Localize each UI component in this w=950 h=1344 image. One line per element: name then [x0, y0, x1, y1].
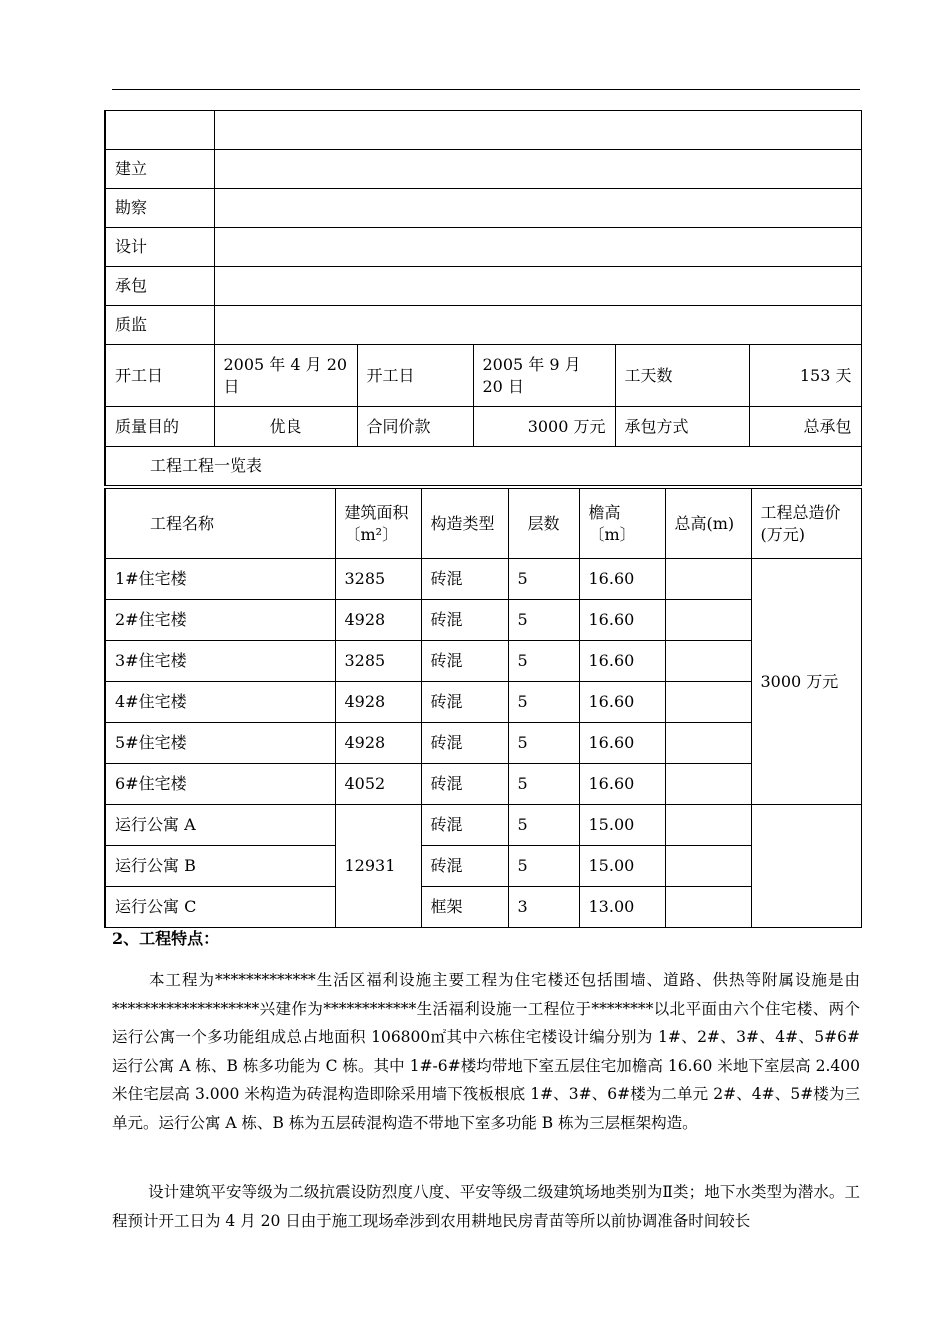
quality-label: 质量目的: [105, 407, 214, 447]
quality-row: [105, 407, 861, 447]
cell-eaves: 16.60: [579, 723, 665, 764]
cell-area: 4928: [335, 723, 421, 764]
paragraph-text: 本工程为*************生活区福利设施主要工程为住宅楼还包括围墙、道路、供热等附属设施是由*******************兴建作为************生活福利设施一工程位于********以北平面由六个住宅楼、两个运行公寓一个多功能组成总占地面积 106800㎡其中六栋住宅楼设计编分别为 1#、2#、3#、4#、5#6#运行公寓 A 栋、B 栋多功能为 C 栋。其中 1#-6#楼均带地下室五层住宅加檐高 16.60 米地下室层高 2.400 米住宅层高 3.000 米构造为砖混构造即除采用墙下筏板根底 1#、3#、6#楼为二单元 2#、4#、5#楼为三单元。运行公寓 A 栋、B 栋为五层砖混构造不带地下室多功能 B 栋为三层框架构造。: [112, 971, 860, 1132]
cell-name: 5#住宅楼: [105, 723, 335, 764]
info-row: [105, 228, 861, 267]
header-total-height: 总高(m): [665, 489, 751, 559]
contract-mode-value: 总承包: [749, 407, 861, 447]
cell-total-height: [665, 764, 751, 805]
cell-cost-empty: [751, 887, 861, 928]
cell-name: 1#住宅楼: [105, 559, 335, 600]
dates-row: [105, 345, 861, 407]
start-date-value: 2005 年 4 月 20 日: [214, 345, 357, 407]
contract-price-value: 3000 万元: [473, 407, 615, 447]
cell-area: 12931: [335, 805, 421, 928]
project-list-table: [104, 488, 862, 928]
header-cost: 工程总造价(万元): [751, 489, 861, 559]
cell-eaves: 16.60: [579, 682, 665, 723]
duration-label: 工天数: [615, 345, 749, 407]
info-label: [105, 111, 214, 150]
cell-total-height: [665, 641, 751, 682]
table-header-row: [105, 489, 861, 559]
cell-name: 4#住宅楼: [105, 682, 335, 723]
cell-total-height: [665, 682, 751, 723]
table-row: [105, 682, 861, 723]
info-value: [214, 306, 861, 345]
info-row: [105, 150, 861, 189]
paragraph: [112, 966, 860, 1138]
header-eaves: 檐高〔m〕: [579, 489, 665, 559]
cell-area: 3285: [335, 559, 421, 600]
cell-floors: 5: [508, 641, 579, 682]
cell-area: 4928: [335, 600, 421, 641]
cell-structure: 砖混: [421, 846, 508, 887]
cell-cost-empty: [751, 846, 861, 887]
cell-floors: 3: [508, 887, 579, 928]
cell-total-height: [665, 887, 751, 928]
cell-total-cost: 3000 万元: [751, 559, 861, 805]
info-value: [214, 189, 861, 228]
quality-value: 优良: [214, 407, 357, 447]
cell-structure: 砖混: [421, 682, 508, 723]
cell-eaves: 15.00: [579, 805, 665, 846]
cell-total-height: [665, 600, 751, 641]
header-rule: [112, 89, 860, 90]
paragraph: [112, 1178, 860, 1235]
cell-area: 3285: [335, 641, 421, 682]
cell-total-height: [665, 805, 751, 846]
info-label: 勘察: [105, 189, 214, 228]
project-info-table: [104, 110, 862, 486]
list-title-row: [105, 447, 861, 486]
section-heading: 2、工程特点：: [112, 929, 220, 948]
cell-floors: 5: [508, 846, 579, 887]
info-row: [105, 111, 861, 150]
info-value: [214, 228, 861, 267]
table-row: [105, 846, 861, 887]
info-label: 承包: [105, 267, 214, 306]
table-row: [105, 723, 861, 764]
cell-floors: 5: [508, 805, 579, 846]
duration-value: 153 天: [749, 345, 861, 407]
table-row: [105, 641, 861, 682]
info-label: 质监: [105, 306, 214, 345]
cell-eaves: 16.60: [579, 600, 665, 641]
cell-floors: 5: [508, 682, 579, 723]
info-value: [214, 267, 861, 306]
info-value: [214, 150, 861, 189]
cell-area: 4052: [335, 764, 421, 805]
cell-total-height: [665, 846, 751, 887]
cell-floors: 5: [508, 764, 579, 805]
header-structure: 构造类型: [421, 489, 508, 559]
cell-total-height: [665, 723, 751, 764]
cell-total-height: [665, 559, 751, 600]
header-area: 建筑面积〔m²〕: [335, 489, 421, 559]
end-date-label: 开工日: [357, 345, 473, 407]
cell-structure: 砖混: [421, 723, 508, 764]
cell-eaves: 13.00: [579, 887, 665, 928]
table-row: [105, 600, 861, 641]
cell-structure: 砖混: [421, 805, 508, 846]
cell-eaves: 16.60: [579, 559, 665, 600]
cell-structure: 砖混: [421, 641, 508, 682]
table-row: [105, 887, 861, 928]
start-date-label: 开工日: [105, 345, 214, 407]
paragraph-text: 设计建筑平安等级为二级抗震设防烈度八度、平安等级二级建筑场地类别为Ⅱ类；地下水类型为潜水。工程预计开工日为 4 月 20 日由于施工现场牵涉到农用耕地民房青苗等所以前协调准备时间较长: [112, 1183, 860, 1230]
table-row: [105, 764, 861, 805]
cell-name: 运行公寓 C: [105, 887, 335, 928]
cell-floors: 5: [508, 600, 579, 641]
info-row: [105, 189, 861, 228]
cell-name: 3#住宅楼: [105, 641, 335, 682]
cell-structure: 砖混: [421, 600, 508, 641]
cell-structure: 砖混: [421, 559, 508, 600]
cell-name: 运行公寓 B: [105, 846, 335, 887]
info-label: 设计: [105, 228, 214, 267]
cell-cost-empty: [751, 805, 861, 846]
cell-name: 2#住宅楼: [105, 600, 335, 641]
info-row: [105, 267, 861, 306]
info-label: 建立: [105, 150, 214, 189]
cell-eaves: 16.60: [579, 764, 665, 805]
header-floors: 层数: [508, 489, 579, 559]
cell-eaves: 16.60: [579, 641, 665, 682]
header-name: 工程名称: [105, 489, 335, 559]
contract-mode-label: 承包方式: [615, 407, 749, 447]
cell-name: 6#住宅楼: [105, 764, 335, 805]
cell-floors: 5: [508, 723, 579, 764]
cell-floors: 5: [508, 559, 579, 600]
cell-area: 4928: [335, 682, 421, 723]
cell-eaves: 15.00: [579, 846, 665, 887]
info-value: [214, 111, 861, 150]
table-row: [105, 805, 861, 846]
table-row: [105, 559, 861, 600]
contract-price-label: 合同价款: [357, 407, 473, 447]
cell-structure: 框架: [421, 887, 508, 928]
cell-name: 运行公寓 A: [105, 805, 335, 846]
list-title: 工程工程一览表: [105, 447, 861, 486]
info-row: [105, 306, 861, 345]
cell-structure: 砖混: [421, 764, 508, 805]
end-date-value: 2005 年 9 月 20 日: [473, 345, 615, 407]
